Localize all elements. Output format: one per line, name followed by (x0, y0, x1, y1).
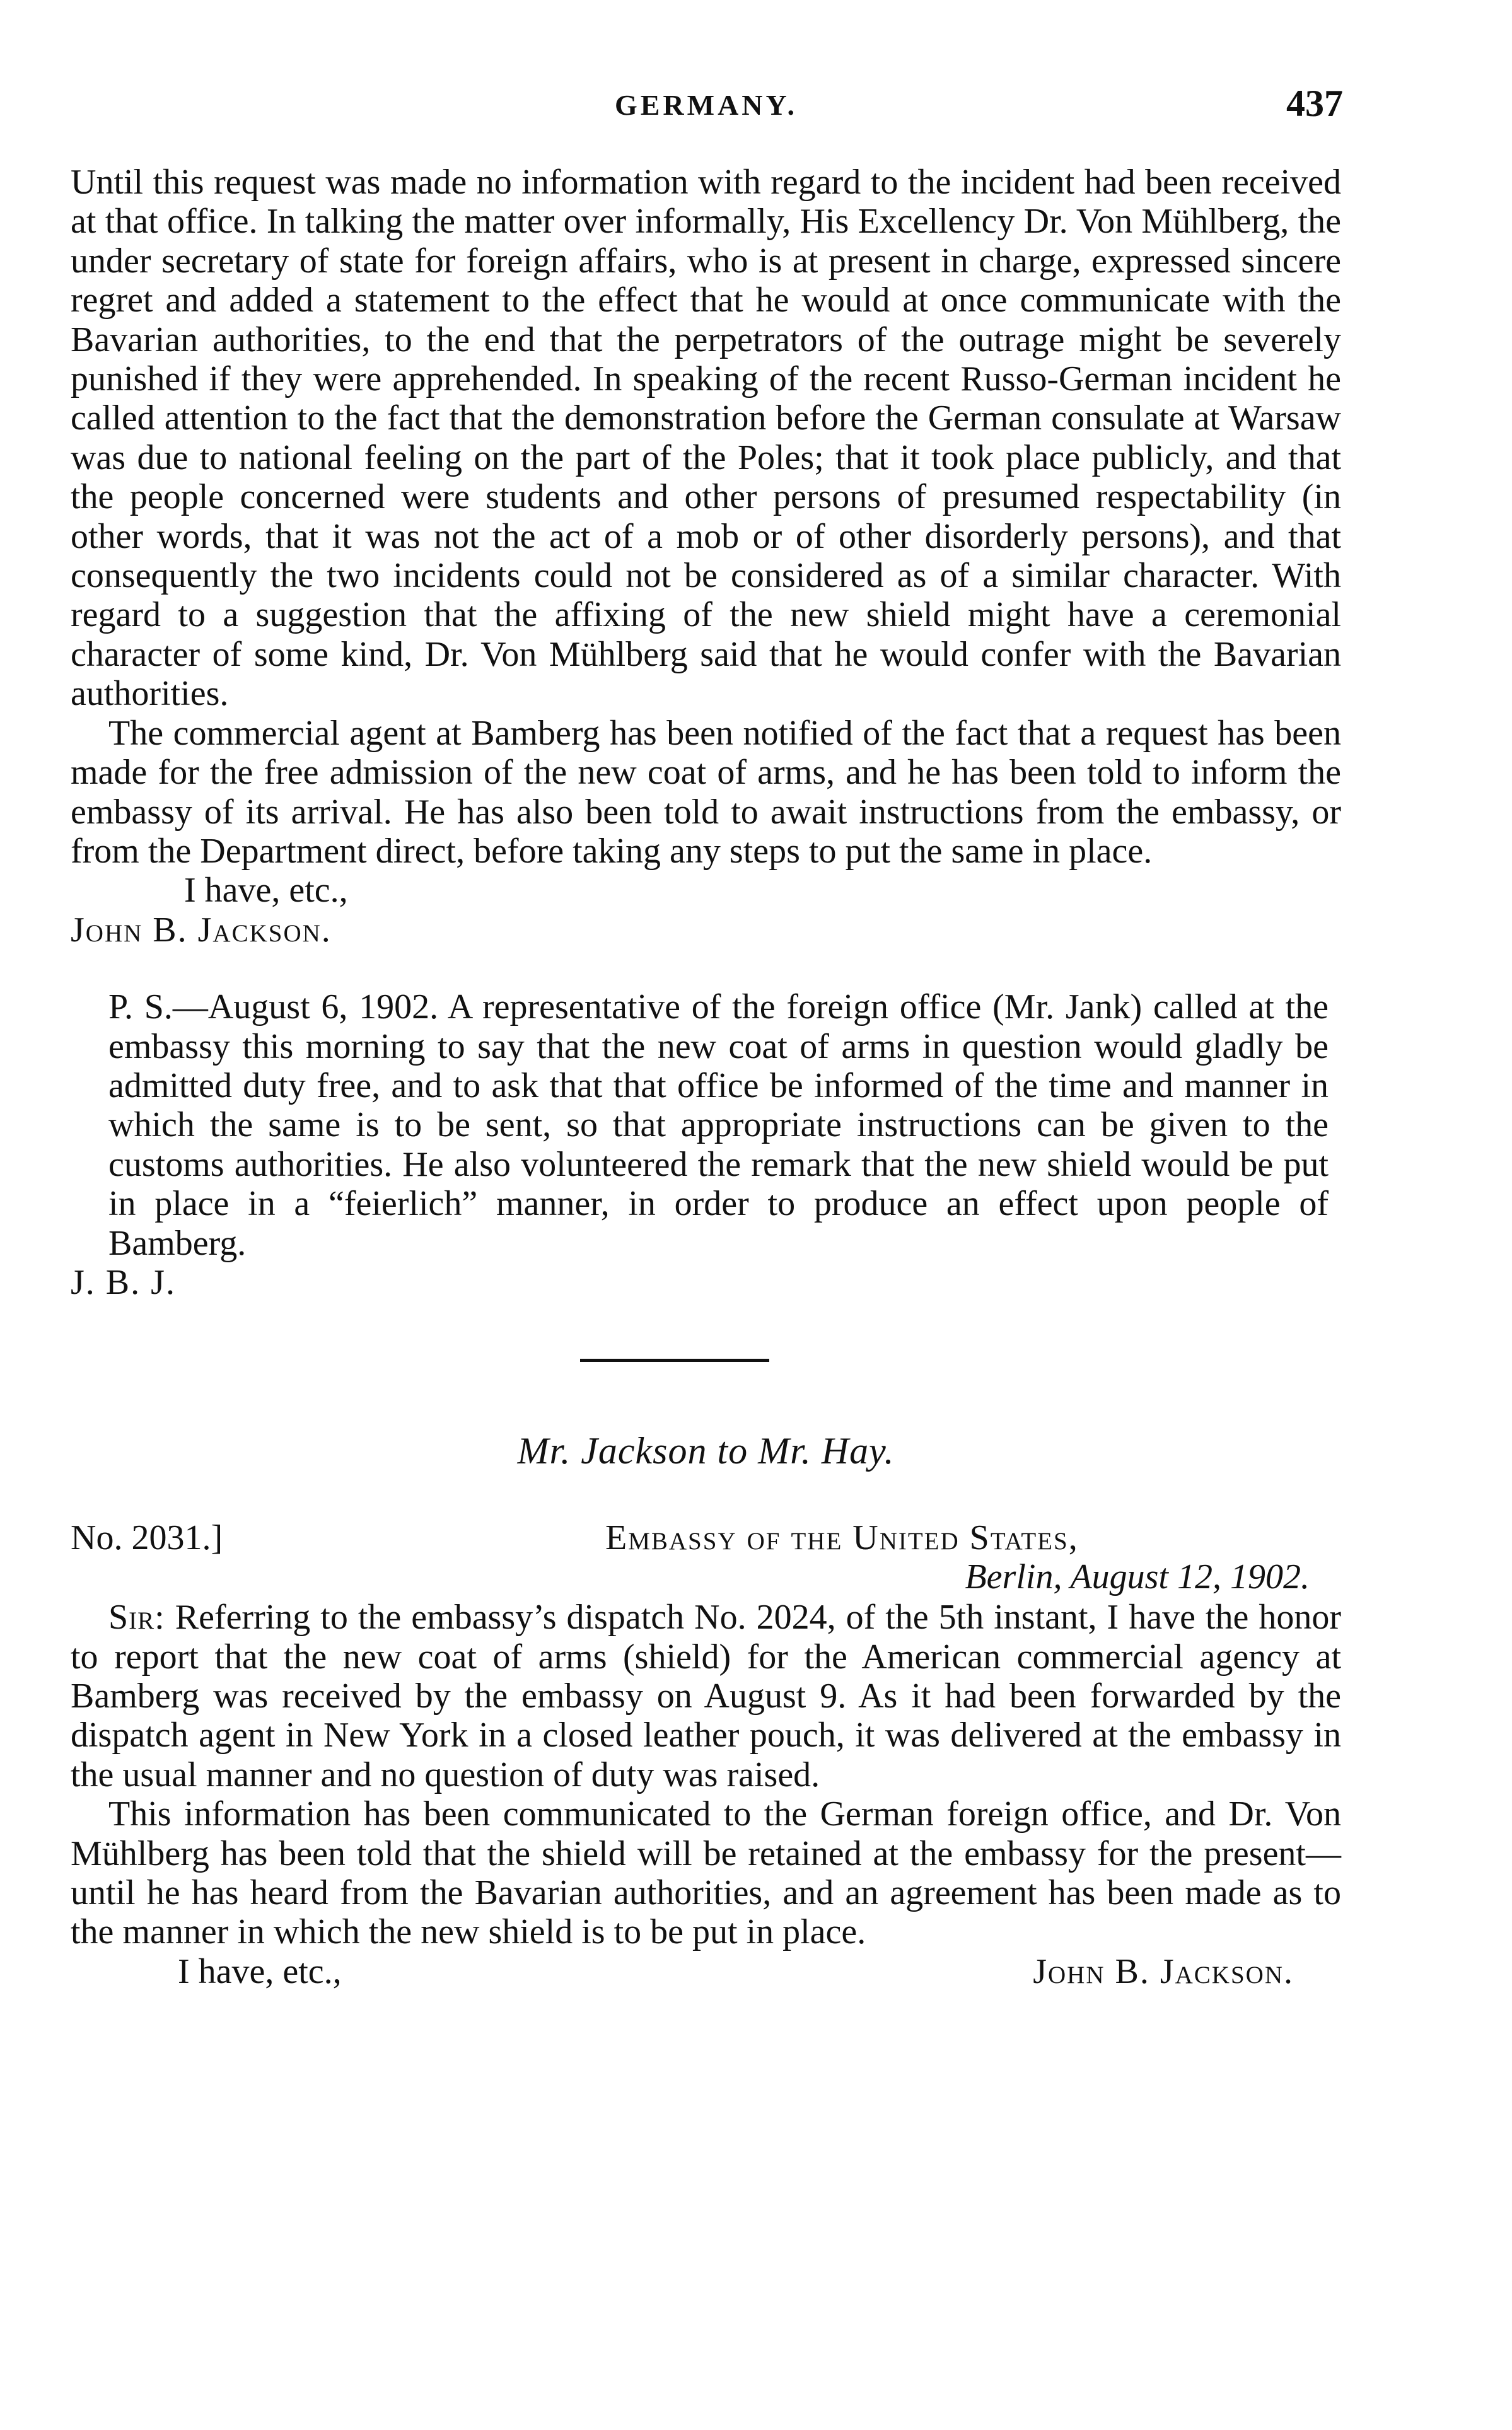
letter1-closing: I have, etc., (184, 871, 348, 910)
letter2-closing-row (71, 1952, 1341, 1991)
postscript: P. S.—August 6, 1902. A representative of the foreign office (Mr. Jank) called at the embassy this morning to say that the new coat of arms in question would gladly be admitted duty free, and to ask that that office be informed of the time and manner in which the same is to be sent, so that appropriate instructions can be given to the customs authorities. He also volunteered the remark that the new shield would be put in place in a “feierlich” manner, in order to produce an effect upon people of Bamberg. (108, 987, 1329, 1263)
section-divider (580, 1359, 769, 1362)
dispatch-number: No. 2031.] (71, 1518, 223, 1557)
letter1-signature: John B. Jackson. (71, 910, 332, 950)
salutation: Sir: (108, 1598, 165, 1637)
running-head: GERMANY. (614, 89, 798, 121)
letter2-closing: I have, etc., (178, 1951, 342, 1991)
dispatch-header (71, 1518, 1341, 1557)
letter2-paragraph-1-text: Referring to the embassy’s dispatch No. 2024, of the 5th instant, I have the honor to report that the new coat of arms (shield) for the American commercial agency at Bamberg was received by the embassy on August 9. As it had been forwarded by the dispatch agent in New York in a closed leather pouch, it was delivered at the embassy in the usual manner and no question of duty was raised. (71, 1598, 1341, 1794)
letter2-title: Mr. Jackson to Mr. Hay. (517, 1430, 895, 1472)
page-number: 437 (1286, 83, 1343, 124)
dispatch-date: Berlin, August 12, 1902. (965, 1557, 1310, 1596)
letter2-paragraph-1 (71, 1598, 1341, 1794)
page-body (71, 163, 1341, 1991)
letter1-paragraph-2: The commercial agent at Bamberg has been notified of the fact that a request has been made for the free admission of the new coat of arms, and he has been told to inform the embassy of its arrival. He has also been told to await instructions from the embassy, or from the Department direct, before taking any steps to put the same in place. (71, 713, 1341, 871)
embassy-heading: Embassy of the United States, (605, 1518, 1079, 1557)
letter2-signature: John B. Jackson. (1033, 1951, 1294, 1991)
postscript-initials: J. B. J. (71, 1262, 176, 1302)
letter1-paragraph-1: Until this request was made no information with regard to the incident had been received at that office. In talking the matter over informally, His Excellency Dr. Von Mühlberg, the under secretary of state for foreign affairs, who is at present in charge, expressed sincere regret and added a statement to the effect that he would at once communicate with the Bavarian authorities, to the end that the perpetrators of the outrage might be severely punished if they were apprehended. In speaking of the recent Russo-German incident he called attention to the fact that the demonstration before the German consulate at Warsaw was due to national feeling on the part of the Poles; that it took place publicly, and that the people concerned were students and other persons of presumed respectability (in other words, that it was not the act of a mob or of other disorderly persons), and that consequently the two incidents could not be considered as of a similar character. With regard to a suggestion that the affixing of the new shield might have a ceremonial character of some kind, Dr. Von Mühlberg said that he would confer with the Bavarian authorities. (71, 163, 1341, 714)
page-header (69, 82, 1343, 132)
letter2-paragraph-2: This information has been communicated to the German foreign office, and Dr. Von Mühlberg has been told that the shield will be retained at the embassy for the present—until he has heard from the Bavarian authorities, and an agreement has been made as to the manner in which the new shield is to be put in place. (71, 1794, 1341, 1952)
